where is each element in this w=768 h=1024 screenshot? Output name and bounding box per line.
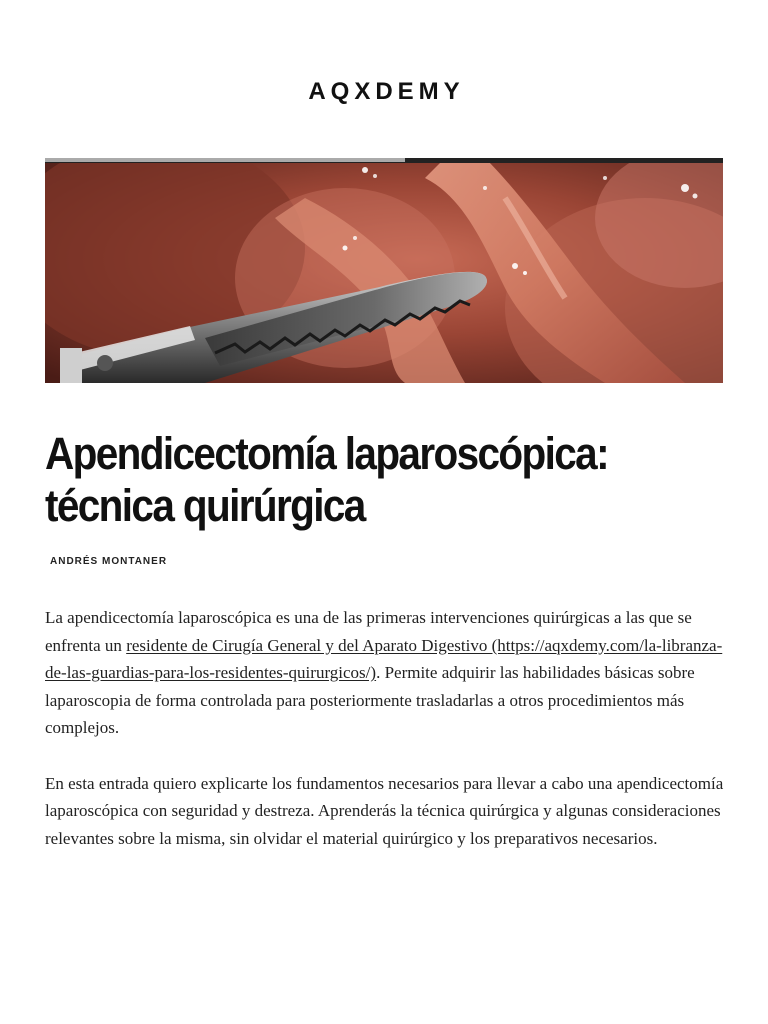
hero-image xyxy=(45,158,723,383)
laparoscopic-appendix-photo xyxy=(45,158,723,383)
article-body xyxy=(45,604,735,880)
article-title-line-1: Apendicectomía laparoscópica: xyxy=(45,428,608,479)
site-header xyxy=(0,78,768,106)
paragraph-text: . Permite adquirir las habilidades básicas sobre laparoscopia de forma controlada para posteriormente trasladarlas a otros procedimientos más complejos. xyxy=(45,663,695,737)
article-title-line-2: técnica quirúrgica xyxy=(45,480,365,531)
article-paragraph-2: En esta entrada quiero explicarte los fundamentos necesarios para llevar a cabo una apendicectomía laparoscópica con seguridad y destreza. Aprenderás la técnica quirúrgica y algunas consideraciones relevantes sobre la misma, sin olvidar el material quirúrgico y los preparativos necesarios. xyxy=(45,773,724,848)
article-title xyxy=(45,428,666,532)
article-paragraph-1 xyxy=(45,604,735,742)
author-byline[interactable]: ANDRÉS MONTANER xyxy=(50,556,168,567)
paragraph-text: La apendicectomía laparoscópica es una de las primeras intervenciones quirúrgicas a las que se enfrenta un xyxy=(45,608,692,655)
site-logo[interactable]: AQXDEMY xyxy=(308,78,465,105)
residents-article-link[interactable]: residente de Cirugía General y del Aparato Digestivo (https://aqxdemy.com/la-libranza-de-las-guardias-para-los-residentes-quirurgicos/) xyxy=(45,635,723,682)
